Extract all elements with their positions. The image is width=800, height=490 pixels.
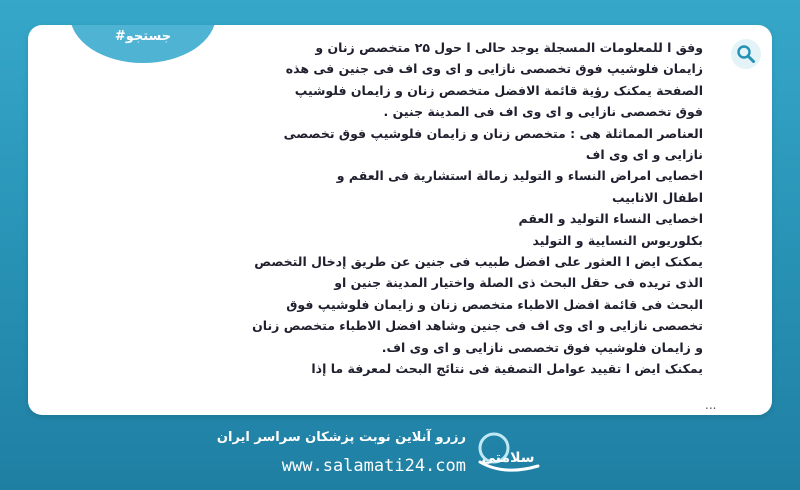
description-line: یمکنک ایض ا العثور علی افضل طبیب فی جنین عن طریق إدخال التخصص	[254, 254, 703, 270]
description-line: نازایی و ای وی اف	[585, 147, 703, 163]
description-line: الصفحة یمکنک رؤیة قائمة الافضل متخصص زنان و زایمان فلوشیپ	[294, 82, 703, 98]
description-line: و زایمان فلوشیپ فوق تخصصی نازایی و ای وی اف.	[381, 339, 703, 355]
description-line: یمکنک ایض ا تقیید عوامل التصفیة فی نتائج البحث لمعرفة ما إذا	[311, 361, 703, 377]
description-line: زایمان فلوشیپ فوق تخصصی نازایی و ای وی اف فی جنین فی هذه	[285, 61, 703, 77]
salamati-logo[interactable]	[474, 426, 542, 482]
description-line: فوق تخصصی نازایی و ای وی اف فی المدینة جنین .	[383, 104, 703, 120]
footer-website-link[interactable]: www.salamati24.com	[281, 456, 466, 476]
logo-wordmark: سلامتی	[481, 450, 535, 466]
search-hashtag-label: #جستجو	[114, 29, 172, 44]
search-hashtag-tab[interactable]	[70, 25, 216, 63]
search-button[interactable]	[731, 39, 761, 69]
description-line: تخصصی نازایی و ای وی اف فی جنین وشاهد افضل الاطباء متخصص زنان	[252, 318, 703, 334]
description-line: اطفال الانابیب	[612, 189, 703, 205]
footer-slogan: رزرو آنلاین نوبت پزشکان سراسر ایران	[216, 430, 466, 445]
description-line: بکلوریوس النسایية و التولید	[532, 232, 703, 248]
description-line: وفق ا للمعلومات المسجلة يوجد حالی ا حول ۲۵ متخصص زنان و	[315, 40, 703, 55]
search-icon	[736, 44, 756, 64]
description-line: اخصایی امراض النساء و التولید زمالة استشاریة فی العقم و	[336, 168, 703, 184]
read-more-ellipsis[interactable]: ...	[705, 398, 717, 412]
description-line: الذی تریده فی حقل البحث ذی الصلة واختیار المدینة جنین او	[334, 275, 703, 291]
description-line: العناصر المماثلة هی : متخصص زنان و زایمان فلوشیپ فوق تخصصی	[283, 125, 703, 141]
description-line: اخصایی النساء التولید و العقم	[518, 211, 703, 227]
content-card	[28, 25, 772, 415]
description-line: البحث فی قائمة افضل الاطباء متخصص زنان و زایمان فلوشیپ فوق	[286, 296, 703, 312]
result-description	[252, 37, 703, 380]
